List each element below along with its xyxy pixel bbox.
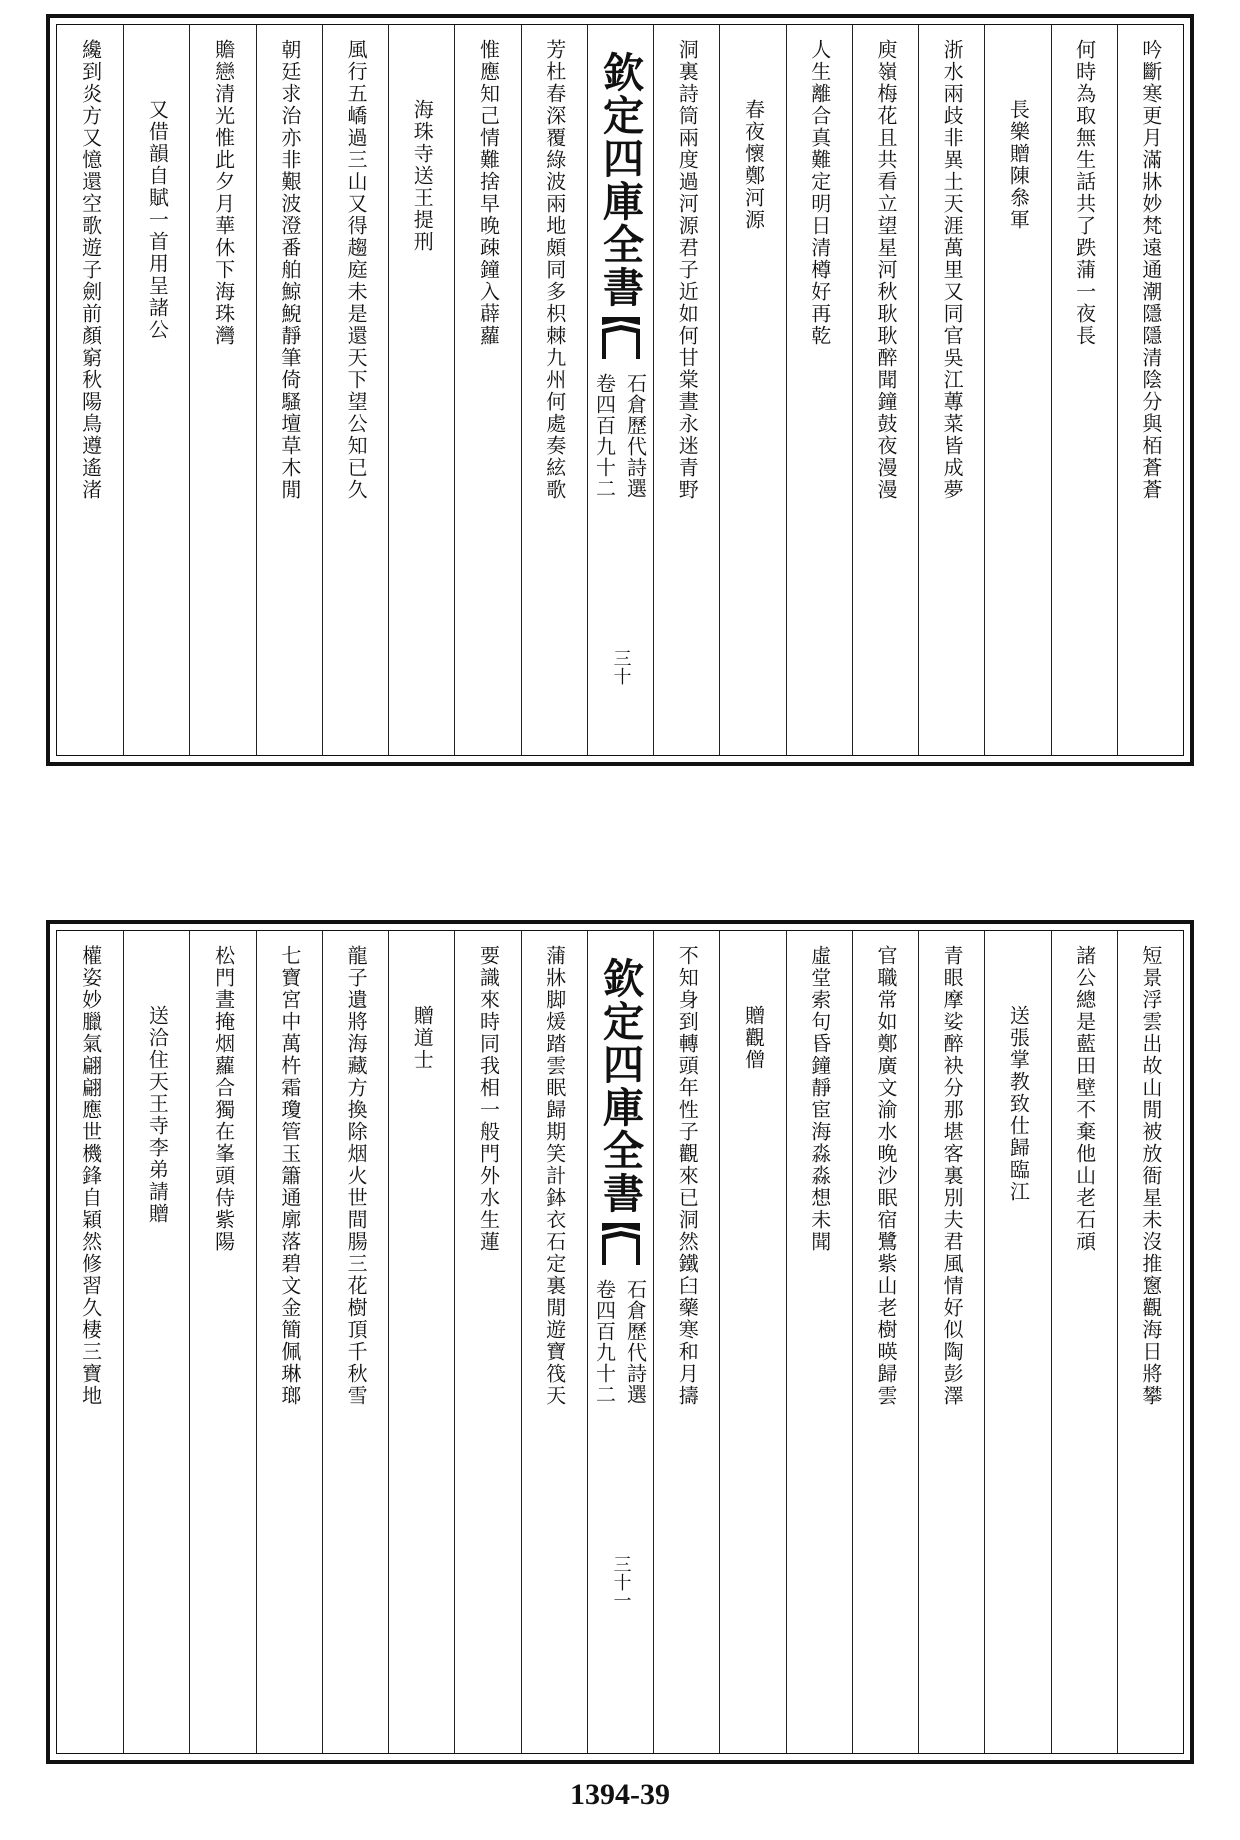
poem-title: 送洽住天王寺李弟請贈 — [145, 1005, 170, 1225]
poem-title: 贈道士 — [410, 1005, 435, 1071]
text-column — [653, 931, 719, 1753]
center-fold-column — [587, 931, 653, 1753]
poem-title-column — [984, 25, 1050, 755]
collection-title: 欽定四庫全書 — [596, 51, 644, 309]
collection-title: 欽定四庫全書 — [596, 957, 644, 1215]
poem-line: 何時為取無生話共了跌蒲一夜長 — [1072, 39, 1097, 347]
poem-line: 洞裏詩筒兩度過河源君子近如何甘棠晝永迷青野 — [675, 39, 700, 501]
fish-tail-mark-icon — [602, 1221, 640, 1267]
poem-title-column — [388, 25, 454, 755]
page-number-footer: 1394-39 — [570, 1778, 670, 1811]
poem-line: 虛堂索句昏鐘靜宦海淼淼想未聞 — [807, 945, 832, 1253]
poem-line: 芳杜春深覆綠波兩地頗同多枳棘九州何處奏絃歌 — [542, 39, 567, 501]
text-column — [918, 931, 984, 1753]
poem-line: 諸公總是藍田壁不棄他山老石頑 — [1072, 945, 1097, 1253]
text-column — [57, 931, 123, 1753]
text-column — [1051, 931, 1117, 1753]
poem-title: 海珠寺送王提刑 — [410, 99, 435, 253]
fish-tail-mark-icon — [602, 315, 640, 361]
poem-title: 春夜懷鄭河源 — [741, 99, 766, 231]
volume-label: 卷四百九十二 — [592, 1279, 617, 1405]
poem-line: 吟斷寒更月滿牀妙梵遠通潮隱隱清陰分與栢蒼蒼 — [1138, 39, 1163, 501]
poem-line: 惟應知己情難捨早晚疎鐘入薜蘿 — [476, 39, 501, 347]
poem-title-column — [123, 931, 189, 1753]
poem-line: 青眼摩娑醉袂分那堪客裏別夫君風情好似陶彭澤 — [940, 945, 965, 1407]
text-column — [918, 25, 984, 755]
center-fold — [591, 945, 651, 1753]
text-column — [322, 931, 388, 1753]
folio-number: 三十一 — [610, 1555, 632, 1609]
volume-label: 卷四百九十二 — [592, 373, 617, 499]
bottom-page-leaf — [46, 920, 1194, 1764]
book-title-label: 石倉歷代詩選 — [623, 1279, 648, 1405]
poem-line: 官職常如鄭廣文渝水晚沙眠宿鷺紫山老樹暎歸雲 — [873, 945, 898, 1407]
text-column — [521, 931, 587, 1753]
book-title-label: 石倉歷代詩選 — [623, 373, 648, 499]
poem-line: 松門晝掩烟蘿合獨在峯頭侍紫陽 — [211, 945, 236, 1253]
poem-title: 長樂贈陳叅軍 — [1006, 99, 1031, 231]
top-leaf-columns — [56, 24, 1184, 756]
text-column — [852, 25, 918, 755]
poem-line: 贍戀清光惟此夕月華休下海珠灣 — [211, 39, 236, 347]
poem-title: 贈觀僧 — [741, 1005, 766, 1071]
volume-info — [591, 1279, 651, 1405]
poem-title-column — [719, 25, 785, 755]
bottom-leaf-columns — [56, 930, 1184, 1754]
text-column — [454, 931, 520, 1753]
text-column — [454, 25, 520, 755]
poem-line: 蒲牀脚煖踏雲眠歸期笑計鉢衣石定裏閒遊寶筏天 — [542, 945, 567, 1407]
poem-line: 庾嶺梅花且共看立望星河秋耿耿醉聞鐘鼓夜漫漫 — [873, 39, 898, 501]
poem-line: 不知身到轉頭年性子觀來已洞然鐵臼藥寒和月擣 — [675, 945, 700, 1407]
text-column — [57, 25, 123, 755]
poem-line: 風行五嶠過三山又得趨庭未是還天下望公知已久 — [344, 39, 369, 501]
text-column — [322, 25, 388, 755]
poem-line: 人生離合真難定明日清樽好再乾 — [807, 39, 832, 347]
poem-line: 纔到炎方又憶還空歌遊子劍前顏窮秋陽鳥遵遙渚 — [78, 39, 103, 501]
text-column — [786, 931, 852, 1753]
text-column — [653, 25, 719, 755]
text-column — [786, 25, 852, 755]
text-column — [189, 25, 255, 755]
text-column — [1117, 931, 1183, 1753]
poem-line: 浙水兩歧非異土天涯萬里又同官吳江蓴菜皆成夢 — [940, 39, 965, 501]
poem-title-column — [388, 931, 454, 1753]
poem-line: 朝廷求治亦非艱波澄番舶鯨鯢靜筆倚騷壇草木閒 — [277, 39, 302, 501]
poem-title-column — [719, 931, 785, 1753]
poem-title-column — [984, 931, 1050, 1753]
text-column — [1051, 25, 1117, 755]
text-column — [521, 25, 587, 755]
poem-title: 又借韻自賦一首用呈諸公 — [145, 99, 170, 341]
poem-line: 七寶宮中萬杵霜瓊管玉簫通廓落碧文金簡佩琳瑯 — [277, 945, 302, 1407]
poem-line: 短景浮雲出故山閒被放衙星未沒推窻觀海日將攀 — [1138, 945, 1163, 1407]
text-column — [256, 931, 322, 1753]
volume-info — [591, 373, 651, 499]
center-fold — [591, 39, 651, 755]
text-column — [852, 931, 918, 1753]
center-fold-column — [587, 25, 653, 755]
poem-line: 要識來時同我相一般門外水生蓮 — [476, 945, 501, 1253]
top-page-leaf — [46, 14, 1194, 766]
poem-line: 權姿妙臘氣翩翩應世機鋒自穎然修習久棲三寶地 — [78, 945, 103, 1407]
poem-line: 龍子遺將海藏方換除烟火世間腸三花樹頂千秋雪 — [344, 945, 369, 1407]
poem-title: 送張掌教致仕歸臨江 — [1006, 1005, 1031, 1203]
folio-number: 三十 — [610, 649, 632, 685]
poem-title-column — [123, 25, 189, 755]
text-column — [256, 25, 322, 755]
text-column — [189, 931, 255, 1753]
text-column — [1117, 25, 1183, 755]
